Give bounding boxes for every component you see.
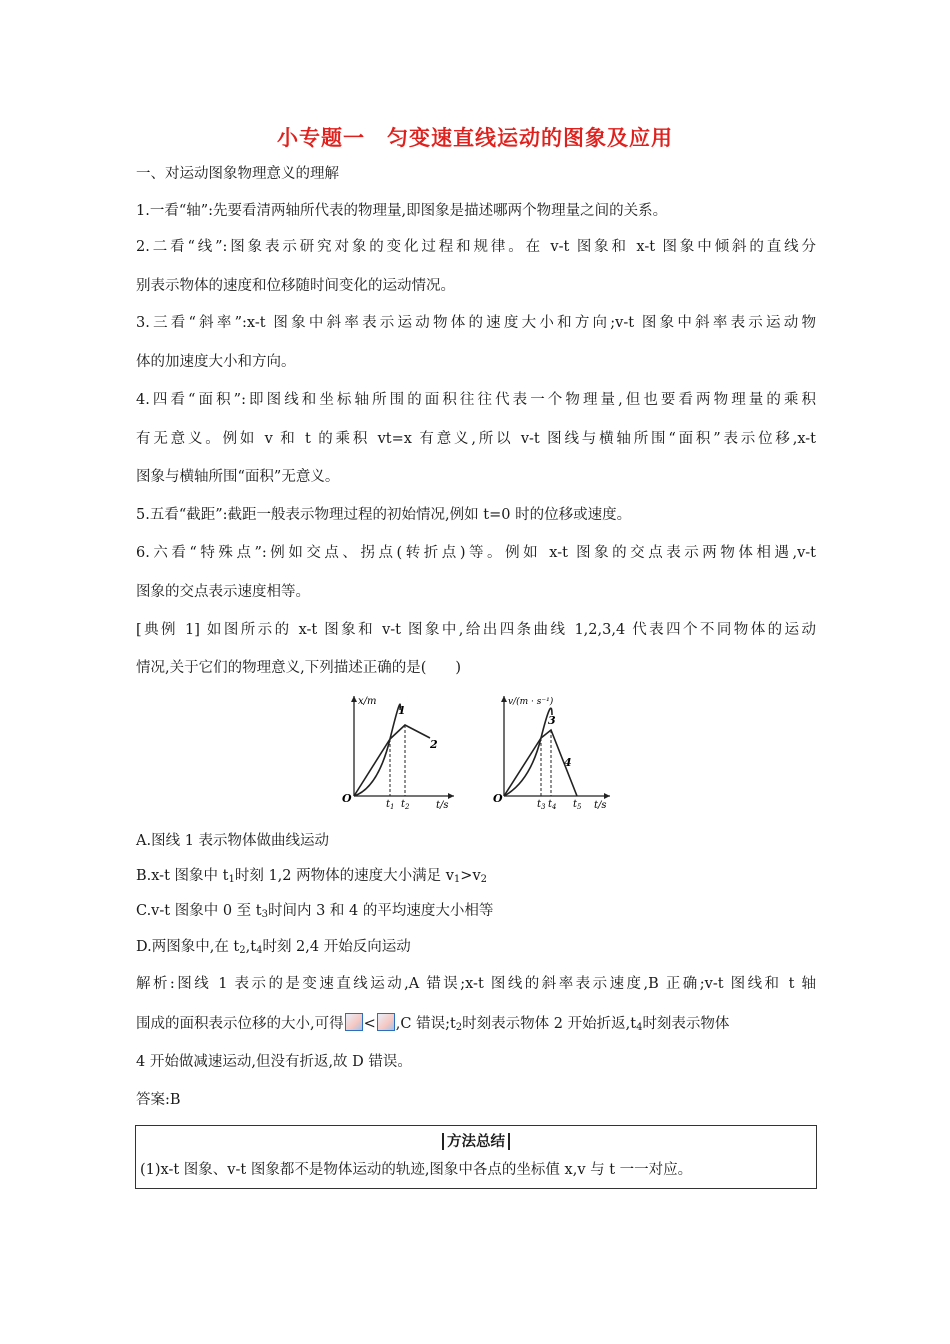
option-b: B.x-t 图象中 $t_1$时刻 1,2 两物体的速度大小满足 $v_1>v_2$	[136, 868, 488, 885]
curve-3	[504, 708, 552, 796]
method-summary-title: 方法总结	[136, 1130, 816, 1151]
paragraph-4c: 图象与横轴所围“面积”无意义。	[136, 469, 340, 485]
example-1b: 情况,关于它们的物理意义,下列描述正确的是( )	[136, 660, 462, 676]
analysis-1: 解析:图线 1 表示的是变速直线运动,A 错误;x-t 图线的斜率表示速度,B 正确;v-t 图线和 t 轴	[136, 976, 816, 992]
curve-2-label: 2	[430, 738, 438, 751]
section-heading: 一、对运动图象物理意义的理解	[136, 166, 339, 182]
example-1a: [典例 1] 如图所示的 x-t 图象和 v-t 图象中,给出四条曲线 1,2,3,4 代表四个不同物体的运动	[136, 622, 816, 638]
t3-label: $t_3$	[537, 799, 546, 810]
method-summary-box	[135, 1125, 817, 1189]
y-axis-arrow-icon	[351, 696, 357, 702]
paragraph-3a: 3.三看“斜率”:x-t 图象中斜率表示运动物体的速度大小和方向;v-t 图象中斜率表示运动物	[136, 315, 816, 331]
origin-label: O	[342, 792, 352, 805]
curve-1-label: 1	[398, 704, 406, 717]
curve-2	[390, 725, 430, 739]
xt-graph	[336, 690, 461, 810]
paragraph-6b: 图象的交点表示速度相等。	[136, 584, 310, 600]
paragraph-6a: 6.六看“特殊点”:例如交点、拐点(转折点)等。例如 x-t 图象的交点表示两物体相遇,v-t	[136, 545, 816, 561]
y-axis-arrow-icon	[501, 696, 507, 702]
paragraph-4b: 有无意义。例如 v 和 t 的乘积 vt=x 有意义,所以 v-t 图线与横轴所围“面积”表示位移,x-t	[136, 431, 816, 447]
method-summary-text: (1)x-t 图象、v-t 图象都不是物体运动的轨迹,图象中各点的坐标值 x,v 与 t 一一对应。	[140, 1162, 693, 1178]
paragraph-2b: 别表示物体的速度和位移随时间变化的运动情况。	[136, 278, 455, 294]
analysis-3: 4 开始做减速运动,但没有折返,故 D 错误。	[136, 1054, 412, 1070]
paragraph-3b: 体的加速度大小和方向。	[136, 354, 296, 370]
paragraph-1: 1.一看“轴”:先要看清两轴所代表的物理量,即图象是描述哪两个物理量之间的关系。	[136, 203, 668, 219]
paragraph-4a: 4.四看“面积”:即图线和坐标轴所围的面积往往代表一个物理量,但也要看两物理量的乘积	[136, 392, 816, 408]
x-axis-arrow-icon	[448, 793, 454, 799]
t1-label: $t_1$	[386, 799, 395, 810]
origin-label: O	[493, 792, 503, 805]
curve-2-rise	[354, 739, 390, 796]
analysis-2: 围成的面积表示位移的大小,可得 < ,C 错误$;t_2$时刻表示物体 2 开始折返$,t_4$时刻表示物体	[136, 1013, 816, 1038]
paragraph-2a: 2.二看“线”:图象表示研究对象的变化过程和规律。在 v-t 图象和 x-t 图象中倾斜的直线分	[136, 239, 816, 255]
t4-label: $t_4$	[548, 799, 557, 810]
t2-label: $t_2$	[401, 799, 410, 810]
y-axis-label: v/(m · s⁻¹)	[508, 697, 554, 707]
curve-1	[354, 704, 400, 796]
x-axis-label: t/s	[594, 800, 607, 810]
curve-4-label: 4	[564, 756, 572, 769]
x-axis-arrow-icon	[604, 793, 610, 799]
page-title: 小专题一 匀变速直线运动的图象及应用	[277, 125, 673, 150]
vt-graph	[490, 690, 620, 810]
curve-3-label: 3	[548, 714, 556, 727]
t5-label: $t_5$	[573, 799, 582, 810]
answer: 答案:B	[136, 1092, 181, 1108]
formula-image-icon	[377, 1013, 395, 1031]
option-a: A.图线 1 表示物体做曲线运动	[136, 833, 330, 849]
y-axis-label: x/m	[358, 696, 377, 707]
formula-image-icon	[345, 1013, 363, 1031]
option-c: C.v-t 图象中 0 至 $t_3$时间内 3 和 4 的平均速度大小相等	[136, 903, 494, 920]
option-d: D.两图象中,在 $t_2,t_4$时刻 2,4 开始反向运动	[136, 939, 411, 956]
paragraph-5: 5.五看“截距”:截距一般表示物理过程的初始情况,例如 t=0 时的位移或速度。	[136, 507, 632, 523]
x-axis-label: t/s	[436, 800, 449, 810]
